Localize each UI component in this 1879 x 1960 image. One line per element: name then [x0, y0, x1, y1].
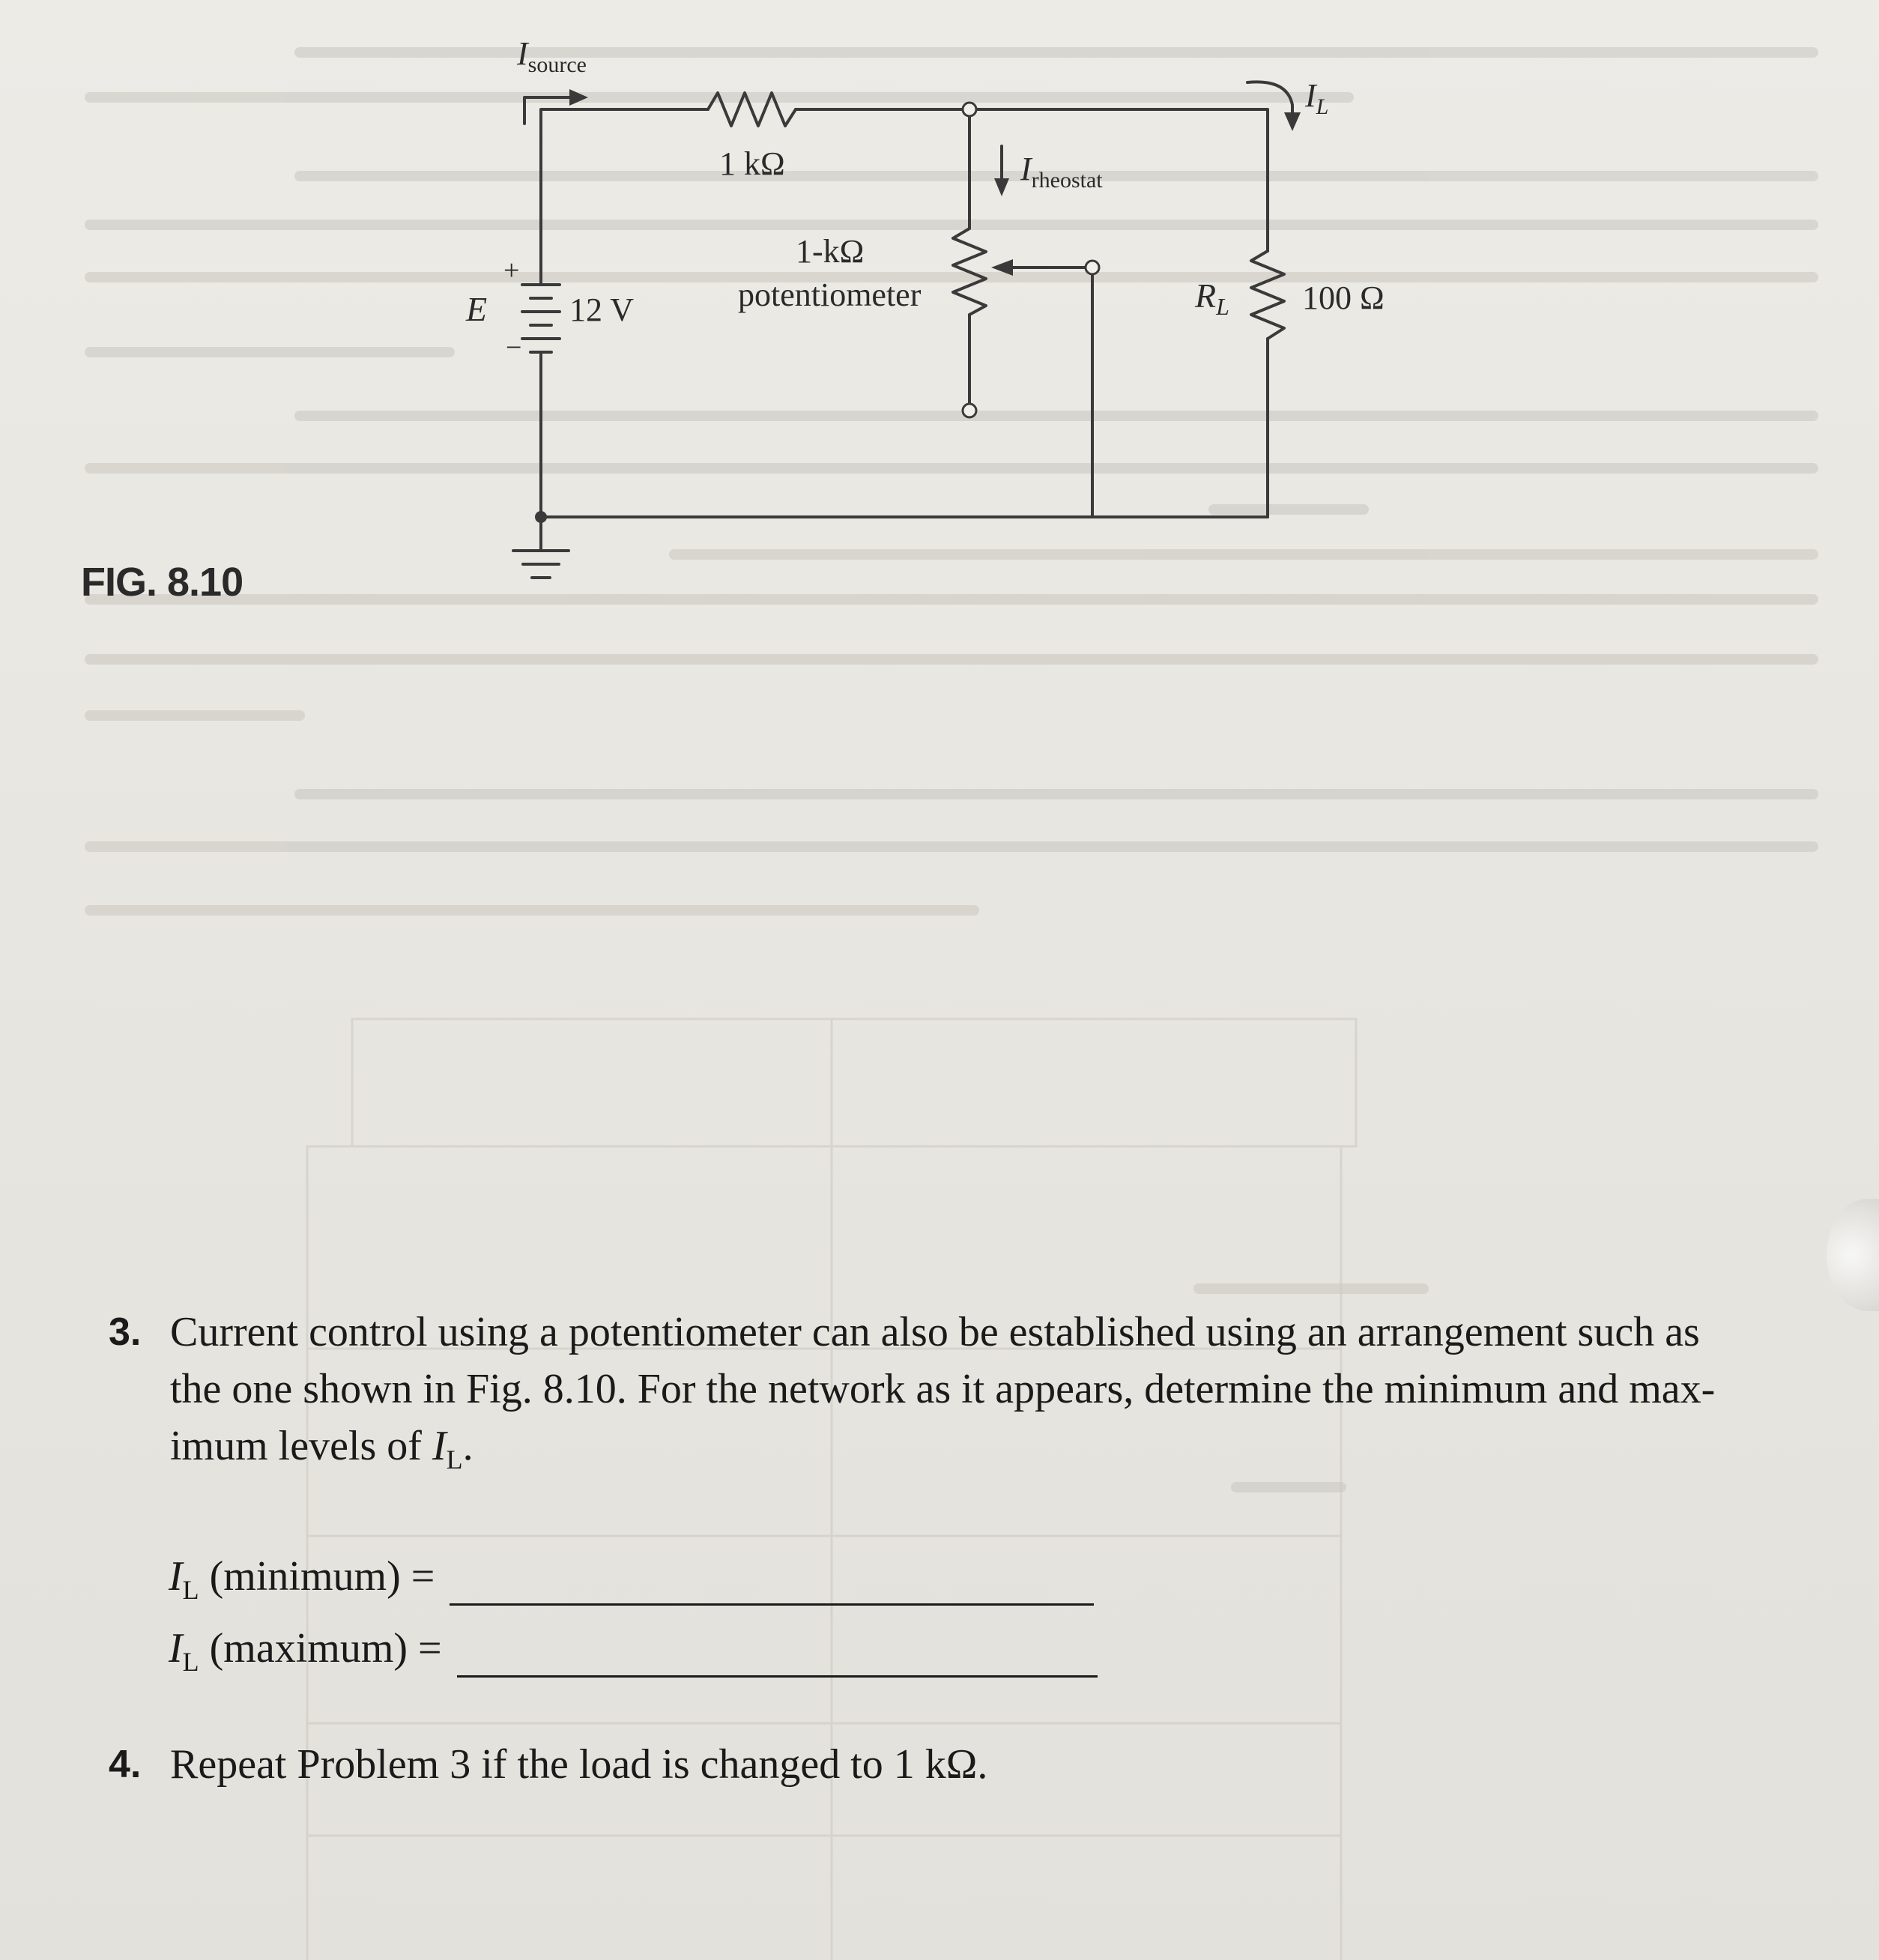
problem-4	[109, 1736, 1832, 1793]
source-arrowhead	[569, 89, 588, 106]
battery-value-label: 12 V	[569, 291, 634, 328]
wire-bottom	[541, 390, 1268, 517]
wiper-arrowhead	[991, 259, 1013, 276]
battery-plates	[522, 285, 560, 352]
ground-symbol	[513, 551, 569, 578]
load-arrowhead	[1284, 112, 1301, 131]
resistor-value-label: 1 kΩ	[719, 145, 785, 182]
problem-4-number: 4.	[109, 1743, 142, 1786]
answer-maximum-label: $I_L$ (maximum) =	[169, 1625, 442, 1678]
battery-minus-label: −	[506, 332, 522, 363]
pot-value-label: 1-kΩ	[796, 233, 865, 270]
resistor-1k	[708, 93, 796, 126]
answer-minimum-blank[interactable]	[450, 1566, 1094, 1606]
ground-node	[535, 511, 547, 523]
load-current-var: I	[432, 1423, 447, 1469]
potentiometer-element	[953, 229, 986, 315]
load-value-label: 100 Ω	[1302, 279, 1385, 316]
answer-maximum-blank[interactable]	[457, 1638, 1098, 1678]
rheostat-arrowhead	[994, 178, 1009, 196]
load-current-label: $I_L$	[1305, 77, 1329, 119]
load-resistor	[1251, 251, 1284, 339]
figure-caption: FIG. 8.10	[81, 560, 243, 605]
problem-3-line-2: the one shown in Fig. 8.10. For the network as it appears, determine the minimum and max-	[170, 1366, 1716, 1412]
load-name-label: $R_L$	[1195, 276, 1229, 320]
wire-top-left	[541, 109, 708, 281]
battery-name-label: E	[466, 290, 488, 328]
problem-4-text: Repeat Problem 3 if the load is changed to 1 kΩ.	[170, 1741, 988, 1788]
node-pot-bottom	[963, 404, 976, 417]
battery-plus-label: +	[503, 255, 520, 286]
answer-maximum-row	[169, 1624, 1098, 1678]
problem-3-line-1: Current control using a potentiometer can also be established using an arrangement such as	[170, 1309, 1700, 1355]
rheostat-current-label: $I_{rheostat}$	[1020, 151, 1103, 193]
answer-minimum-row	[169, 1552, 1094, 1606]
node-top	[963, 103, 976, 116]
problem-3-number: 3.	[109, 1310, 142, 1354]
pot-name-label: potentiometer	[738, 276, 922, 313]
source-current-label: $I_{source}$	[517, 35, 587, 77]
answer-minimum-label: $I_L$ (minimum) =	[169, 1553, 435, 1606]
problem-3	[109, 1304, 1832, 1488]
node-wiper	[1086, 261, 1099, 274]
load-current-arrow	[1247, 82, 1292, 124]
problem-3-line-3: imum levels of $I_L$.	[170, 1423, 473, 1475]
